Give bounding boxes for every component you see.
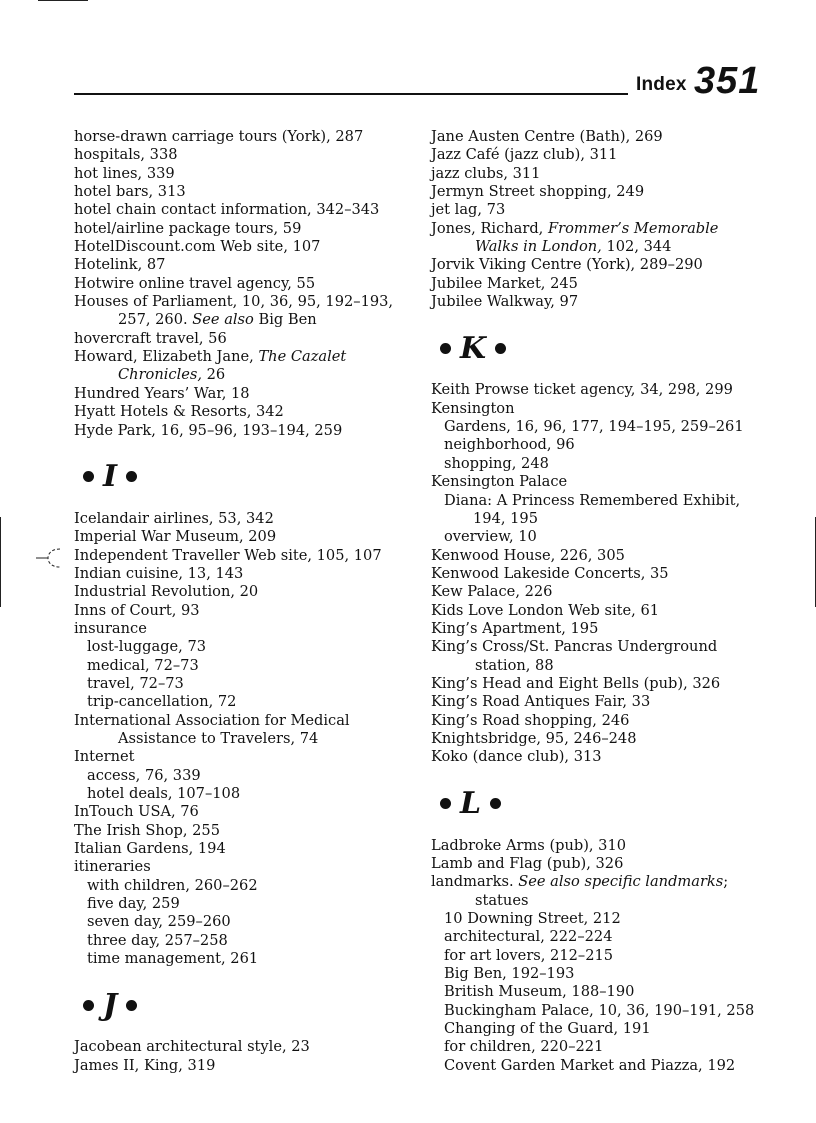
index-subentry: Big Ben, 192–193 xyxy=(444,965,575,983)
letter-heading-k xyxy=(431,325,776,371)
index-subentry: for art lovers, 212–215 xyxy=(444,946,614,964)
index-subentry: shopping, 248 xyxy=(444,454,549,472)
crop-mark xyxy=(0,517,1,607)
index-entry: King’s Road shopping, 246 xyxy=(431,711,630,729)
index-entry: James II, King, 319 xyxy=(74,1056,216,1074)
index-entry: The Irish Shop, 255 xyxy=(74,821,221,839)
section-letter: L xyxy=(460,786,482,822)
index-subentry: Covent Garden Market and Piazza, 192 xyxy=(444,1056,736,1074)
index-entry: Italian Gardens, 194 xyxy=(74,840,226,858)
index-entry: horse-drawn carriage tours (York), 287 xyxy=(74,128,364,145)
bullet-icon xyxy=(440,343,451,354)
index-subentry: three day, 257–258 xyxy=(87,931,228,949)
index-entry: Indian cuisine, 13, 143 xyxy=(74,564,244,582)
index-entry: Imperial War Museum, 209 xyxy=(74,528,277,546)
index-entry: Jazz Café (jazz club), 311 xyxy=(431,146,618,164)
page-number: 351 xyxy=(694,60,761,102)
index-entry xyxy=(431,873,776,891)
index-entry-continuation: Assistance to Travelers, 74 xyxy=(118,729,319,747)
index-entry: Jubilee Market, 245 xyxy=(431,274,578,292)
index-entry: Jorvik Viking Centre (York), 289–290 xyxy=(431,256,703,274)
index-entry: InTouch USA, 76 xyxy=(74,803,199,821)
index-entry: Kew Palace, 226 xyxy=(431,583,553,601)
bullet-icon xyxy=(490,798,501,809)
index-subentry-continuation: 194, 195 xyxy=(473,509,538,527)
index-subentry: Gardens, 16, 96, 177, 194–195, 259–261 xyxy=(444,418,744,436)
bullet-icon xyxy=(495,343,506,354)
text-run: landmarks. xyxy=(431,873,519,891)
book-title: The Cazalet xyxy=(258,348,347,366)
index-entry: insurance xyxy=(74,619,147,637)
index-entry-continuation xyxy=(74,366,419,384)
index-entry: Ladbroke Arms (pub), 310 xyxy=(431,836,627,854)
index-subentry: neighborhood, 96 xyxy=(444,436,575,454)
binding-mark-icon xyxy=(36,543,70,573)
text-run: Big Ben xyxy=(253,311,317,329)
index-entry: Inns of Court, 93 xyxy=(74,601,200,619)
crop-mark xyxy=(38,0,88,1)
index-entry: Kensington Palace xyxy=(431,473,568,491)
index-column-left xyxy=(74,128,419,1075)
index-entry: King’s Cross/St. Pancras Underground xyxy=(431,638,718,656)
index-entry xyxy=(74,348,419,366)
book-title: Frommer’s Memorable xyxy=(547,219,719,237)
index-entry: Kensington xyxy=(431,399,515,417)
index-entry: Independent Traveller Web site, 105, 107 xyxy=(74,546,382,564)
text-run: 102, 344 xyxy=(601,238,672,256)
index-column-right xyxy=(431,128,776,1075)
section-letter: I xyxy=(103,459,118,495)
index-entry: Jermyn Street shopping, 249 xyxy=(431,183,645,201)
index-subentry: medical, 72–73 xyxy=(87,656,199,674)
index-entry: Kids Love London Web site, 61 xyxy=(431,601,660,619)
index-entry: Hotelink, 87 xyxy=(74,256,166,274)
index-entry: hovercraft travel, 56 xyxy=(74,329,227,347)
index-entry: Koko (dance club), 313 xyxy=(431,748,602,766)
index-entry-continuation xyxy=(74,311,419,329)
index-entry: jazz clubs, 311 xyxy=(431,164,541,182)
index-subentry: seven day, 259–260 xyxy=(87,913,231,931)
text-run: ; xyxy=(723,873,729,891)
index-entry: itineraries xyxy=(74,858,151,876)
cross-reference: See also specific landmarks xyxy=(518,873,724,891)
index-entry-continuation xyxy=(431,238,776,256)
index-entry: Hotwire online travel agency, 55 xyxy=(74,274,316,292)
index-subentry: Changing of the Guard, 191 xyxy=(444,1020,651,1038)
text-run: Jones, Richard, xyxy=(431,219,548,237)
book-title: Walks in London, xyxy=(475,238,602,256)
index-subentry: hotel deals, 107–108 xyxy=(87,785,241,802)
index-entry: Internet xyxy=(74,748,135,766)
index-subentry: Diana: A Princess Remembered Exhibit, xyxy=(444,491,741,509)
index-entry: Hundred Years’ War, 18 xyxy=(74,384,250,402)
index-entry-continuation: statues xyxy=(475,891,529,909)
index-subentry: 10 Downing Street, 212 xyxy=(444,910,621,928)
index-entry: Kenwood Lakeside Concerts, 35 xyxy=(431,564,669,582)
bullet-icon xyxy=(440,798,451,809)
text-run: 26 xyxy=(202,366,226,384)
index-subentry: lost-luggage, 73 xyxy=(87,638,207,656)
index-entry: Knightsbridge, 95, 246–248 xyxy=(431,729,637,747)
index-entry: International Association for Medical xyxy=(74,711,350,729)
index-entry: Houses of Parliament, 10, 36, 95, 192–193, xyxy=(74,293,394,311)
index-subentry: five day, 259 xyxy=(87,895,180,913)
index-entry: hotel/airline package tours, 59 xyxy=(74,219,302,237)
index-subentry: with children, 260–262 xyxy=(87,876,258,894)
index-subentry: overview, 10 xyxy=(444,528,537,546)
index-entry: Jubilee Walkway, 97 xyxy=(431,293,579,311)
letter-heading-j xyxy=(74,982,419,1028)
bullet-icon xyxy=(126,1000,137,1011)
index-entry: hot lines, 339 xyxy=(74,164,175,182)
index-entry: Hyde Park, 16, 95–96, 193–194, 259 xyxy=(74,421,343,439)
index-entry: hotel bars, 313 xyxy=(74,183,186,201)
index-subentry: architectural, 222–224 xyxy=(444,928,613,946)
index-entry: Jane Austen Centre (Bath), 269 xyxy=(431,128,663,145)
index-entry: Kenwood House, 226, 305 xyxy=(431,546,625,564)
index-subentry: travel, 72–73 xyxy=(87,674,184,692)
bullet-icon xyxy=(83,471,94,482)
index-entry: hotel chain contact information, 342–343 xyxy=(74,201,380,219)
index-entry: hospitals, 338 xyxy=(74,146,178,164)
section-letter: K xyxy=(460,330,487,366)
index-entry: Keith Prowse ticket agency, 34, 298, 299 xyxy=(431,381,733,399)
index-subentry: British Museum, 188–190 xyxy=(444,983,635,1001)
index-entry: Jacobean architectural style, 23 xyxy=(74,1038,310,1056)
running-head: Index xyxy=(636,74,687,95)
bullet-icon xyxy=(83,1000,94,1011)
index-subentry: time management, 261 xyxy=(87,950,259,968)
index-entry: HotelDiscount.com Web site, 107 xyxy=(74,238,321,256)
index-entry-continuation: station, 88 xyxy=(475,656,554,674)
index-subentry: for children, 220–221 xyxy=(444,1038,604,1056)
section-letter: J xyxy=(103,987,118,1023)
index-entry: Icelandair airlines, 53, 342 xyxy=(74,509,274,527)
letter-heading-l xyxy=(431,781,776,827)
index-entry: King’s Head and Eight Bells (pub), 326 xyxy=(431,674,721,692)
cross-reference: See also xyxy=(192,311,254,329)
text-run: Howard, Elizabeth Jane, xyxy=(74,348,259,366)
letter-heading-i xyxy=(74,454,419,500)
index-entry: King’s Road Antiques Fair, 33 xyxy=(431,693,651,711)
index-subentry: trip-cancellation, 72 xyxy=(87,693,237,711)
header-rule xyxy=(74,93,628,95)
index-subentry: access, 76, 339 xyxy=(87,766,201,784)
book-title: Chronicles, xyxy=(118,366,202,384)
index-entry xyxy=(431,220,776,238)
index-entry: King’s Apartment, 195 xyxy=(431,619,599,637)
index-subentry: Buckingham Palace, 10, 36, 190–191, 258 xyxy=(444,1001,755,1019)
index-entry: Hyatt Hotels & Resorts, 342 xyxy=(74,403,284,421)
index-entry: jet lag, 73 xyxy=(431,201,506,219)
bullet-icon xyxy=(126,471,137,482)
index-entry: Lamb and Flag (pub), 326 xyxy=(431,855,624,872)
text-run: 257, 260. xyxy=(118,311,193,329)
index-entry: Industrial Revolution, 20 xyxy=(74,583,259,601)
